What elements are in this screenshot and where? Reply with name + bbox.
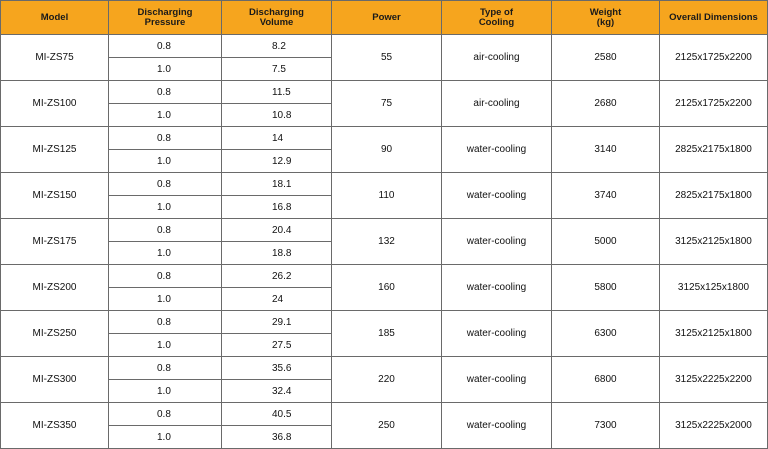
- dimensions-cell: 3125x2225x2200: [660, 357, 768, 403]
- volume-cell: 32.4: [222, 380, 332, 403]
- pressure-cell: 0.8: [109, 35, 222, 58]
- header-model: Model: [1, 1, 109, 35]
- dimensions-cell: 2125x1725x2200: [660, 35, 768, 81]
- weight-cell: 2680: [552, 81, 660, 127]
- weight-cell: 3740: [552, 173, 660, 219]
- model-cell: MI-ZS75: [1, 35, 109, 81]
- header-discharging-volume: Discharging Volume: [222, 1, 332, 35]
- pressure-cell: 0.8: [109, 311, 222, 334]
- cooling-cell: air-cooling: [442, 35, 552, 81]
- cooling-cell: water-cooling: [442, 219, 552, 265]
- table-row: [1, 219, 768, 242]
- dimensions-cell: 2125x1725x2200: [660, 81, 768, 127]
- pressure-cell: 1.0: [109, 380, 222, 403]
- model-cell: MI-ZS150: [1, 173, 109, 219]
- pressure-cell: 0.8: [109, 265, 222, 288]
- power-cell: 185: [332, 311, 442, 357]
- table-row: [1, 81, 768, 104]
- pressure-cell: 1.0: [109, 288, 222, 311]
- volume-cell: 26.2: [222, 265, 332, 288]
- cooling-cell: water-cooling: [442, 311, 552, 357]
- pressure-cell: 1.0: [109, 242, 222, 265]
- power-cell: 90: [332, 127, 442, 173]
- volume-cell: 20.4: [222, 219, 332, 242]
- table-row: [1, 265, 768, 288]
- model-cell: MI-ZS125: [1, 127, 109, 173]
- weight-cell: 3140: [552, 127, 660, 173]
- power-cell: 160: [332, 265, 442, 311]
- pressure-cell: 0.8: [109, 357, 222, 380]
- dimensions-cell: 3125x2225x2000: [660, 403, 768, 449]
- table-row: [1, 127, 768, 150]
- volume-cell: 10.8: [222, 104, 332, 127]
- power-cell: 55: [332, 35, 442, 81]
- pressure-cell: 0.8: [109, 219, 222, 242]
- dimensions-cell: 3125x125x1800: [660, 265, 768, 311]
- header-overall-dimensions: Overall Dimensions: [660, 1, 768, 35]
- header-type-of-cooling: Type of Cooling: [442, 1, 552, 35]
- model-cell: MI-ZS100: [1, 81, 109, 127]
- table-row: [1, 403, 768, 426]
- power-cell: 220: [332, 357, 442, 403]
- dimensions-cell: 3125x2125x1800: [660, 311, 768, 357]
- power-cell: 110: [332, 173, 442, 219]
- volume-cell: 36.8: [222, 426, 332, 449]
- table-header: [1, 1, 768, 35]
- header-power: Power: [332, 1, 442, 35]
- volume-cell: 18.8: [222, 242, 332, 265]
- power-cell: 250: [332, 403, 442, 449]
- table-body: [1, 35, 768, 449]
- header-row: [1, 1, 768, 35]
- pressure-cell: 1.0: [109, 150, 222, 173]
- model-cell: MI-ZS300: [1, 357, 109, 403]
- header-discharging-pressure: Discharging Pressure: [109, 1, 222, 35]
- volume-cell: 24: [222, 288, 332, 311]
- dimensions-cell: 2825x2175x1800: [660, 127, 768, 173]
- volume-cell: 8.2: [222, 35, 332, 58]
- header-weight: Weight (kg): [552, 1, 660, 35]
- volume-cell: 16.8: [222, 196, 332, 219]
- table-row: [1, 357, 768, 380]
- volume-cell: 18.1: [222, 173, 332, 196]
- power-cell: 132: [332, 219, 442, 265]
- pressure-cell: 1.0: [109, 58, 222, 81]
- volume-cell: 7.5: [222, 58, 332, 81]
- model-cell: MI-ZS350: [1, 403, 109, 449]
- cooling-cell: air-cooling: [442, 81, 552, 127]
- cooling-cell: water-cooling: [442, 265, 552, 311]
- cooling-cell: water-cooling: [442, 173, 552, 219]
- cooling-cell: water-cooling: [442, 403, 552, 449]
- weight-cell: 2580: [552, 35, 660, 81]
- weight-cell: 5000: [552, 219, 660, 265]
- volume-cell: 12.9: [222, 150, 332, 173]
- power-cell: 75: [332, 81, 442, 127]
- weight-cell: 5800: [552, 265, 660, 311]
- pressure-cell: 0.8: [109, 403, 222, 426]
- model-cell: MI-ZS175: [1, 219, 109, 265]
- volume-cell: 14: [222, 127, 332, 150]
- weight-cell: 6300: [552, 311, 660, 357]
- cooling-cell: water-cooling: [442, 357, 552, 403]
- pressure-cell: 1.0: [109, 104, 222, 127]
- cooling-cell: water-cooling: [442, 127, 552, 173]
- weight-cell: 6800: [552, 357, 660, 403]
- pressure-cell: 1.0: [109, 426, 222, 449]
- pressure-cell: 0.8: [109, 81, 222, 104]
- volume-cell: 11.5: [222, 81, 332, 104]
- dimensions-cell: 3125x2125x1800: [660, 219, 768, 265]
- volume-cell: 29.1: [222, 311, 332, 334]
- weight-cell: 7300: [552, 403, 660, 449]
- pressure-cell: 1.0: [109, 334, 222, 357]
- pressure-cell: 1.0: [109, 196, 222, 219]
- pressure-cell: 0.8: [109, 127, 222, 150]
- table-row: [1, 311, 768, 334]
- model-cell: MI-ZS250: [1, 311, 109, 357]
- table-row: [1, 173, 768, 196]
- model-cell: MI-ZS200: [1, 265, 109, 311]
- table-row: [1, 35, 768, 58]
- volume-cell: 27.5: [222, 334, 332, 357]
- dimensions-cell: 2825x2175x1800: [660, 173, 768, 219]
- volume-cell: 35.6: [222, 357, 332, 380]
- pressure-cell: 0.8: [109, 173, 222, 196]
- volume-cell: 40.5: [222, 403, 332, 426]
